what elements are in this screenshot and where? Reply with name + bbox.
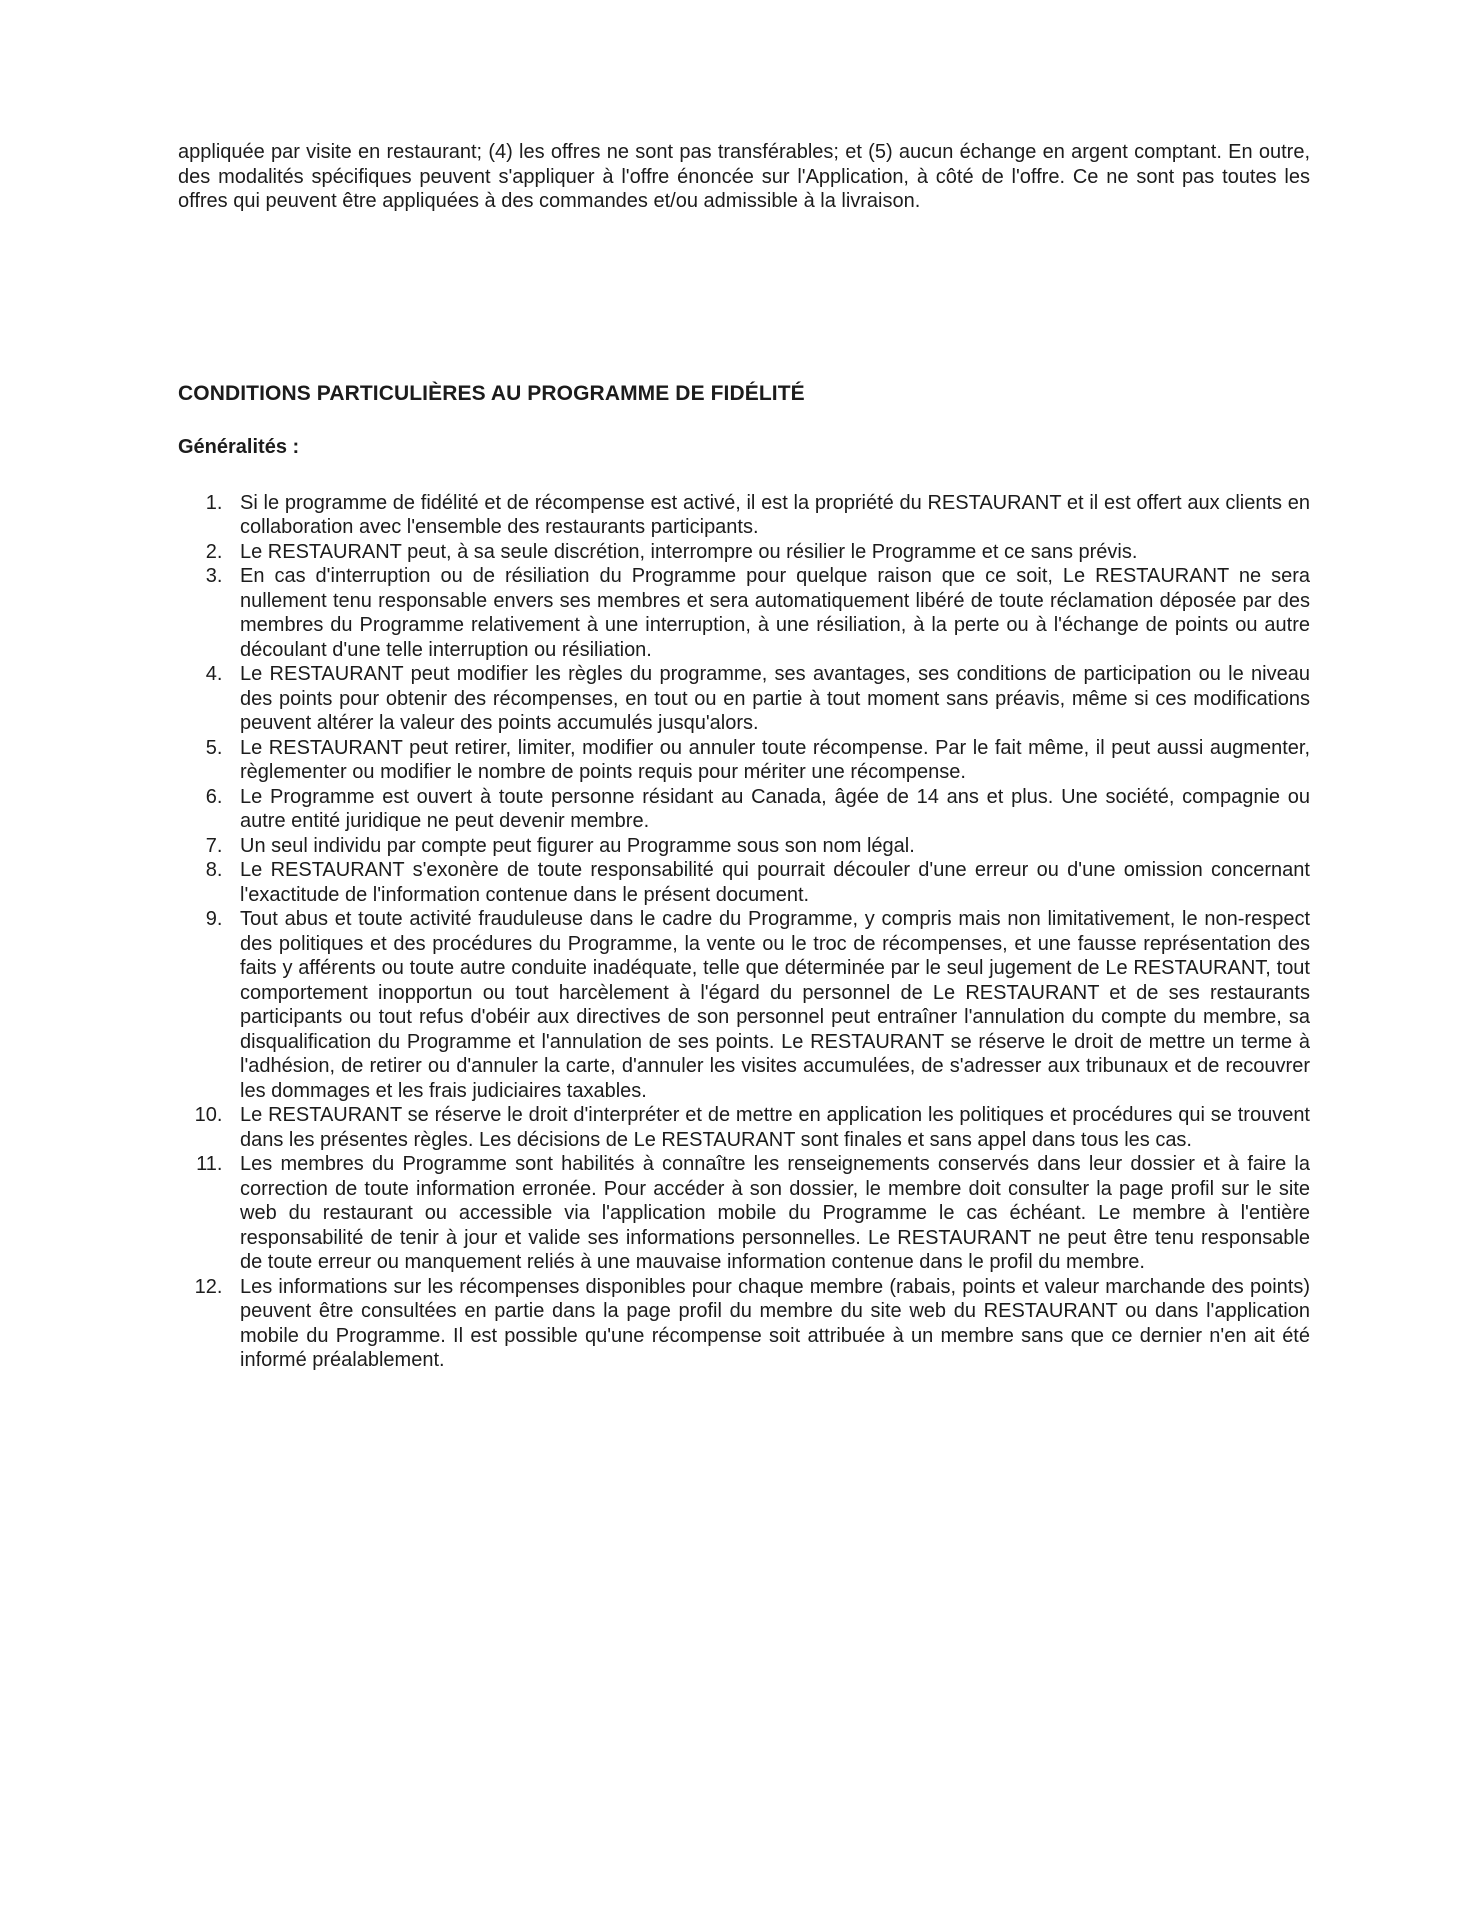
- subsection-heading: Généralités :: [178, 435, 300, 458]
- list-item: 9. Tout abus et toute activité frauduleuse dans le cadre du Programme, y compris mais non limitativement, le non-respect des politiques et des procédures du Programme, la vente ou le troc de récompenses, et une fausse représentation des faits y afférents ou toute autre conduite inadéquate, telle que déterminée par le seul jugement de Le RESTAURANT, tout comportement inopportun ou tout harcèlement à l'égard du personnel de Le RESTAURANT et de ses restaurants participants ou tout refus d'obéir aux directives de son personnel peut entraîner l'annulation du compte du membre, sa disqualification du Programme et l'annulation de ses points. Le RESTAURANT se réserve le droit de mettre un terme à l'adhésion, de retirer ou d'annuler la carte, d'annuler les visites accumulées, de s'adresser aux tribunaux et de recouvrer les dommages et les frais judiciaires taxables.: [228, 907, 1310, 1103]
- list-item: 1. Si le programme de fidélité et de récompense est activé, il est la propriété du RESTAURANT et il est offert aux clients en collaboration avec l'ensemble des restaurants participants.: [228, 491, 1310, 540]
- list-item: 7. Un seul individu par compte peut figurer au Programme sous son nom légal.: [228, 834, 1310, 859]
- section-heading: CONDITIONS PARTICULIÈRES AU PROGRAMME DE FIDÉLITÉ: [178, 381, 805, 405]
- list-item: 11. Les membres du Programme sont habilités à connaître les renseignements conservés dans leur dossier et à faire la correction de toute information erronée. Pour accéder à son dossier, le membre doit consulter la page profil sur le site web du restaurant ou accessible via l'application mobile du Programme le cas échéant. Le membre à l'entière responsabilité de tenir à jour et valide ses informations personnelles. Le RESTAURANT ne peut être tenu responsable de toute erreur ou manquement reliés à une mauvaise information contenue dans le profil du membre.: [228, 1152, 1310, 1275]
- list-item: 6. Le Programme est ouvert à toute personne résidant au Canada, âgée de 14 ans et plus. Une société, compagnie ou autre entité juridique ne peut devenir membre.: [228, 785, 1310, 834]
- list-item: 5. Le RESTAURANT peut retirer, limiter, modifier ou annuler toute récompense. Par le fait même, il peut aussi augmenter, règlementer ou modifier le nombre de points requis pour mériter une récompense.: [228, 736, 1310, 785]
- list-item: 8. Le RESTAURANT s'exonère de toute responsabilité qui pourrait découler d'une erreur ou d'une omission concernant l'exactitude de l'information contenue dans le présent document.: [228, 858, 1310, 907]
- general-conditions-list: [178, 491, 1310, 1373]
- intro-paragraph: appliquée par visite en restaurant; (4) les offres ne sont pas transférables; et (5) aucun échange en argent comptant. En outre, des modalités spécifiques peuvent s'appliquer à l'offre énoncée sur l'Application, à côté de l'offre. Ce ne sont pas toutes les offres qui peuvent être appliquées à des commandes et/ou admissible à la livraison.: [178, 141, 1310, 212]
- list-item: 3. En cas d'interruption ou de résiliation du Programme pour quelque raison que ce soit, Le RESTAURANT ne sera nullement tenu responsable envers ses membres et sera automatiquement libéré de toute réclamation déposée par des membres du Programme relativement à une interruption, à une résiliation, à la perte ou à l'échange de points ou autre découlant d'une telle interruption ou résiliation.: [228, 564, 1310, 662]
- list-item: 4. Le RESTAURANT peut modifier les règles du programme, ses avantages, ses conditions de participation ou le niveau des points pour obtenir des récompenses, en tout ou en partie à tout moment sans préavis, même si ces modifications peuvent altérer la valeur des points accumulés jusqu'alors.: [228, 662, 1310, 736]
- list-item: 12. Les informations sur les récompenses disponibles pour chaque membre (rabais, points et valeur marchande des points) peuvent être consultées en partie dans la page profil du membre du site web du RESTAURANT ou dans l'application mobile du Programme. Il est possible qu'une récompense soit attribuée à un membre sans que ce dernier n'en ait été informé préalablement.: [228, 1275, 1310, 1373]
- list-item: 2. Le RESTAURANT peut, à sa seule discrétion, interrompre ou résilier le Programme et ce sans prévis.: [228, 540, 1310, 565]
- list-item: 10. Le RESTAURANT se réserve le droit d'interpréter et de mettre en application les politiques et procédures qui se trouvent dans les présentes règles. Les décisions de Le RESTAURANT sont finales et sans appel dans tous les cas.: [228, 1103, 1310, 1152]
